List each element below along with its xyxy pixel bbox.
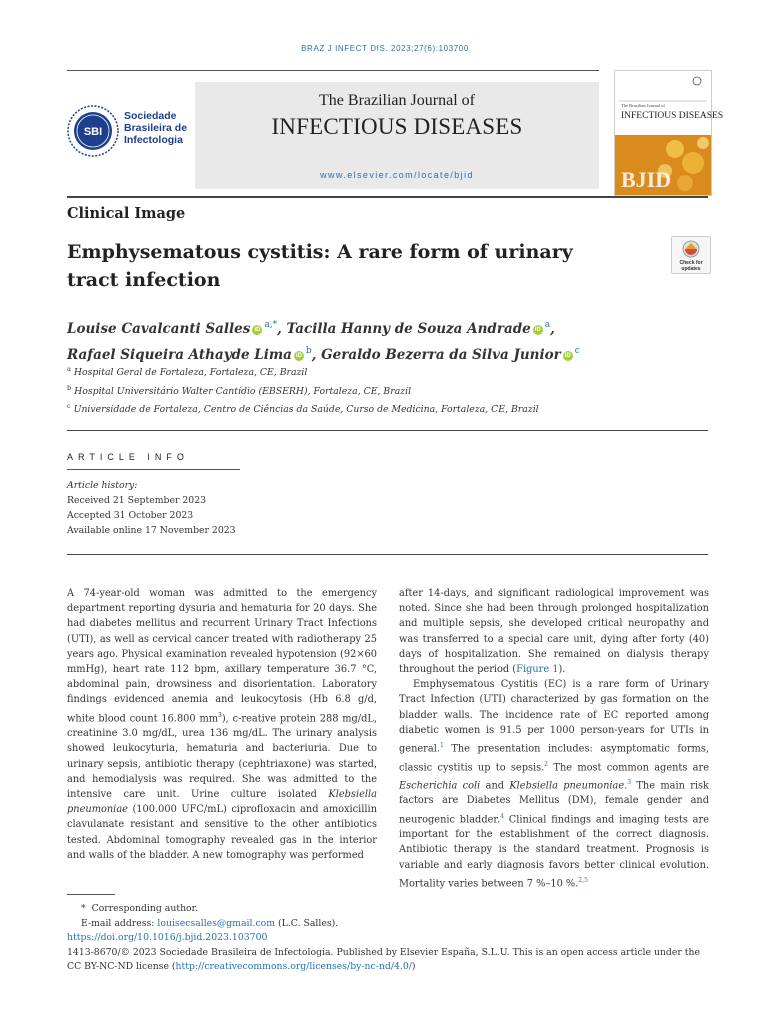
- footnote-rule: [67, 894, 115, 895]
- info-top-rule: [67, 430, 708, 431]
- article-title: Emphysematous cystitis: A rare form of urinary tract infection: [67, 241, 573, 291]
- article-section-label: Clinical Image: [67, 205, 186, 222]
- body-paragraph: Emphysematous Cystitis (EC) is a rare form of Urinary Tract Infection (UTI) characterized by gas formation on the bladder walls. The incidence rate of EC reported among diabetic women is 91.5 per 1000 person-years for UTIs in general.$^1$ The presentation includes: asymptomatic forms, classic cystitis up to sepsis.$^2$ The most common agents are Escherichia coli and Klebsiella pneumoniae.$^3$ The main risk factors are Diabetes Mellitus (DM), female gender and neurogenic bladder.$^4$ Clinical findings and imaging tests are important for the establishment of the correct diagnosis. Antibiotic therapy is the standard treatment. Prognosis is variable and early diagnosis favors better clinical evolution. Mortality varies between 7 %–10 %.$^{2,5}$: [399, 679, 709, 889]
- body-paragraph: after 14-days, and significant radiological improvement was noted. Since she had been through prolonged hospitalization and multiple sepsis, she developed critical neuropathy and was transferred to a special care unit, dying after forty (40) days of hospitalization. She remained on dialysis therapy throughout the period (Figure 1).: [399, 588, 709, 676]
- license-note: 1413-8670/© 2023 Sociedade Brasileira de Infectologia. Published by Elsevier España, S.L.U. This is an open access article under the CC BY-NC-ND license (http://creativecommons.org/licenses/by-nc-nd/4.0/): [67, 946, 701, 972]
- orcid-icon[interactable]: iD: [295, 353, 302, 359]
- cover-journal-main: INFECTIOUS DISEASES: [621, 111, 724, 121]
- society-abbr: SBI: [83, 126, 103, 138]
- affiliation-item: $^b$ Hospital Universitário Walter Cantídio (EBSERH), Fortaleza, CE, Brazil: [67, 383, 412, 397]
- reference-link[interactable]: 2: [544, 760, 549, 768]
- affiliation-item: $^a$ Hospital Geral de Fortaleza, Fortaleza, CE, Brazil: [67, 365, 308, 379]
- reference-link[interactable]: 1: [439, 742, 444, 750]
- affiliation-list: [67, 362, 707, 418]
- author-affiliation-sup[interactable]: b: [305, 346, 312, 356]
- corresponding-author-note: * Corresponding author.: [81, 903, 199, 914]
- info-bottom-rule: [67, 554, 708, 555]
- footnotes: [67, 902, 709, 975]
- author-name[interactable]: Rafael Siqueira Athayde Lima: [67, 347, 292, 363]
- svg-text:Check for: Check for: [679, 260, 703, 266]
- author-affiliation-sup[interactable]: c: [574, 346, 580, 356]
- author-name[interactable]: Geraldo Bezerra da Silva Junior: [321, 347, 561, 363]
- article-history: [67, 478, 236, 538]
- body-column-right: [399, 586, 709, 891]
- header-bottom-rule: [67, 196, 708, 198]
- society-emblem-icon: [66, 104, 120, 158]
- header-rule: [67, 70, 599, 71]
- cover-art: [615, 71, 724, 195]
- body-paragraph: A 74-year-old woman was admitted to the emergency department reporting dysuria and hematuria for 20 days. She had diabetes mellitus and recurrent Urinary Tract Infections (UTI), as well as cervical cancer treated with radiotherapy 25 years ago. Physical examination revealed hypotension (92×60 mmHg), heart rate 112 bpm, axillary temperature 36.7 °C, abdominal pain, drowsiness and disorientation. Laboratory findings evidenced anemia and leukocytosis (Hb 6.8 g/d, white blood count 16.800 $mm^3$), c-reative protein 288 mg/dL, creatinine 3.0 mg/dL, urea 136 mg/dL. The urinary analysis showed leukocyturia, hematuria and bacteriuria. Due to urinary sepsis, antibiotic therapy (cephtriaxone) was started, and hemodialysis was required. She was admitted to the intensive care unit. Urine culture isolated Klebsiella pneumoniae (100.000 UFC/mL) ciprofloxacin and amoxicillin clavulanate resistant and sensitive to the other antibiotics tested. Abdominal tomography revealed gas in the interior and walls of the bladder. A new tomography was performed: [67, 588, 377, 861]
- author-affiliation-sup[interactable]: a: [544, 320, 551, 330]
- cover-abbr: BJID: [621, 167, 672, 192]
- journal-title-line1: The Brazilian Journal of: [319, 92, 475, 109]
- reference-link[interactable]: 3: [627, 778, 632, 786]
- orcid-icon[interactable]: iD: [254, 327, 261, 333]
- cover-journal-top: The Brazilian Journal of: [621, 103, 665, 108]
- article-info-rule: [67, 469, 240, 470]
- history-label: Article history:: [67, 480, 138, 491]
- society-logo: [66, 104, 196, 164]
- article-info-heading: ARTICLE INFO: [67, 452, 189, 462]
- body-column-left: [67, 586, 377, 863]
- email-link[interactable]: louisecsalles@gmail.com: [157, 917, 276, 929]
- check-updates-icon: [672, 237, 710, 273]
- orcid-icon[interactable]: iD: [534, 327, 541, 333]
- organism-name: Klebsiella pneumoniae: [67, 788, 377, 816]
- license-link[interactable]: http://creativecommons.org/licenses/by-nc-nd/4.0/: [175, 961, 412, 972]
- doi-link[interactable]: https://doi.org/10.1016/j.bjid.2023.103700: [67, 932, 268, 943]
- received-date: Received 21 September 2023: [67, 495, 207, 506]
- journal-title-main: INFECTIOUS DISEASES: [271, 114, 523, 139]
- author-name[interactable]: Tacilla Hanny de Souza Andrade: [286, 321, 531, 337]
- orcid-icon[interactable]: iD: [564, 353, 571, 359]
- svg-text:updates: updates: [681, 266, 701, 272]
- journal-citation[interactable]: BRAZ J INFECT DIS. 2023;27(6):103700: [301, 44, 469, 53]
- author-name[interactable]: Louise Cavalcanti Salles: [67, 321, 251, 337]
- author-list: Louise Cavalcanti Salles iD $^{a,*}$, Tacilla Hanny de Souza Andrade iD $^a$, Rafael Siqueira Athayde Lima iD $^b$, Geraldo Bezerra da Silva Junior iD $^c$: [67, 320, 580, 363]
- email-note: E-mail address: louisecsalles@gmail.com (L.C. Salles).: [81, 917, 339, 929]
- figure-link[interactable]: Figure 1: [516, 664, 559, 676]
- journal-cover-thumbnail[interactable]: [614, 70, 724, 196]
- check-for-updates-button[interactable]: [671, 236, 711, 274]
- accepted-date: Accepted 31 October 2023: [67, 510, 194, 521]
- affiliation-item: $^c$ Universidade de Fortaleza, Centro de Ciências da Saúde, Curso de Medicina, Fortaleza, CE, Brazil: [67, 402, 539, 416]
- reference-link[interactable]: 2,5: [578, 876, 588, 884]
- society-name: Sociedade Brasileira de Infectologia: [124, 110, 188, 146]
- online-date: Available online 17 November 2023: [67, 525, 236, 536]
- author-affiliation-sup[interactable]: a,*: [264, 320, 278, 330]
- reference-link[interactable]: 4: [500, 812, 504, 820]
- journal-url-link[interactable]: www.elsevier.com/locate/bjid: [320, 170, 474, 180]
